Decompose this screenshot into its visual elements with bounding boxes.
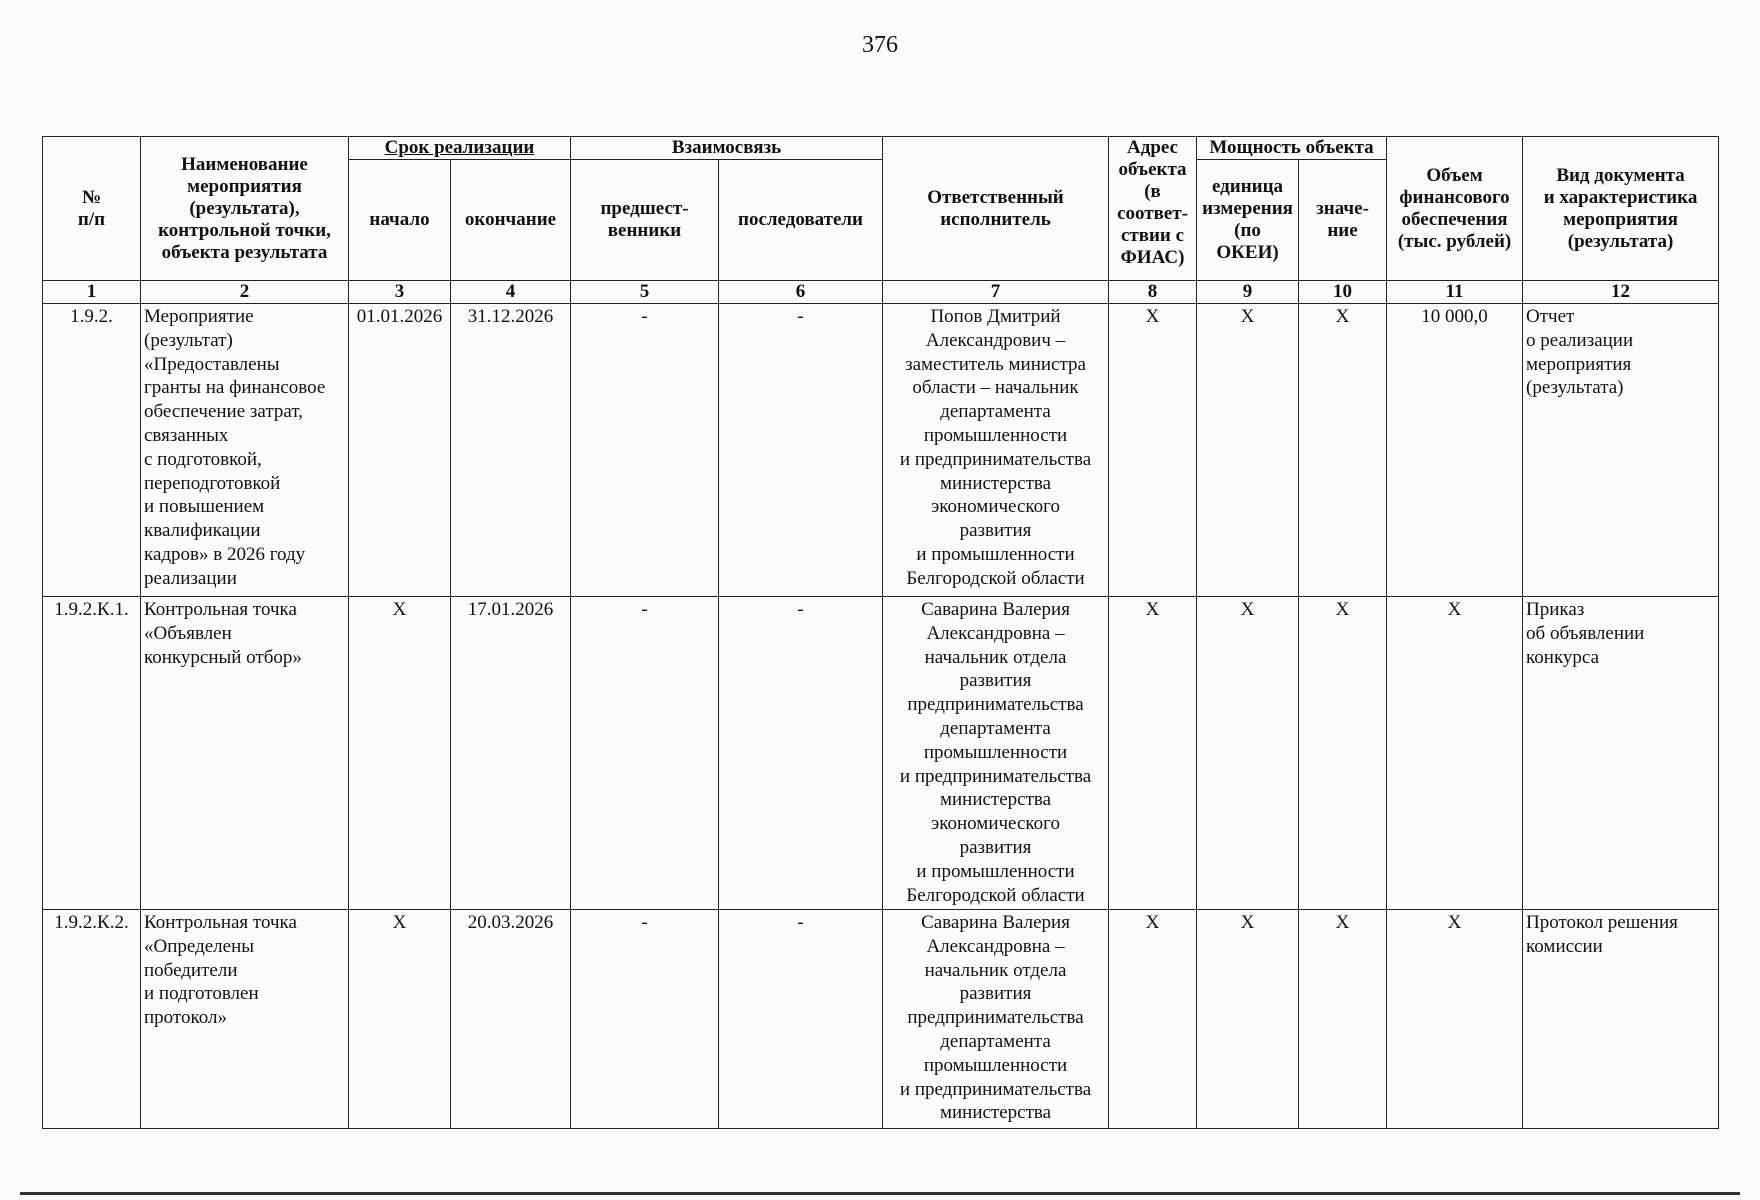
row-executor: Саварина Валерия Александровна – начальник отдела развития предпринимательства департамента промышленности и предпринимательства министерства экономического развития и промышленности Белгородской области	[883, 597, 1109, 910]
column-number: 2	[141, 281, 349, 304]
header-address: Адрес объекта (в соответ- ствии с ФИАС)	[1109, 137, 1197, 281]
column-number: 10	[1299, 281, 1387, 304]
row-address: X	[1109, 910, 1197, 1129]
plan-table	[42, 136, 1719, 1129]
row-name: Контрольная точка «Определены победители и подготовлен протокол»	[141, 910, 349, 1129]
column-number: 1	[43, 281, 141, 304]
table-row	[43, 304, 1719, 597]
header-term-group: Срок реализации	[349, 137, 571, 160]
row-num: 1.9.2.К.1.	[43, 597, 141, 910]
row-funding: X	[1387, 597, 1523, 910]
row-successors: -	[719, 910, 883, 1129]
row-value: X	[1299, 304, 1387, 597]
row-predecessors: -	[571, 910, 719, 1129]
header-executor: Ответственный исполнитель	[883, 137, 1109, 281]
column-number-row	[43, 281, 1719, 304]
header-predecessors: предшест- венники	[571, 160, 719, 281]
column-number: 8	[1109, 281, 1197, 304]
header-unit: единица измерения (по ОКЕИ)	[1197, 160, 1299, 281]
column-number: 12	[1523, 281, 1719, 304]
row-start: X	[349, 597, 451, 910]
header-start: начало	[349, 160, 451, 281]
header-relation-group: Взаимосвязь	[571, 137, 883, 160]
column-number: 4	[451, 281, 571, 304]
header-doc-type: Вид документа и характеристика мероприятия (результата)	[1523, 137, 1719, 281]
row-executor: Саварина Валерия Александровна – начальник отдела развития предпринимательства департамента промышленности и предпринимательства министерства	[883, 910, 1109, 1129]
row-value: X	[1299, 910, 1387, 1129]
row-executor: Попов Дмитрий Александрович – заместитель министра области – начальник департамента промышленности и предпринимательства министерства экономического развития и промышленности Белгородской области	[883, 304, 1109, 597]
row-unit: X	[1197, 597, 1299, 910]
row-num: 1.9.2.	[43, 304, 141, 597]
row-start: X	[349, 910, 451, 1129]
header-name: Наименование мероприятия (результата), контрольной точки, объекта результата	[141, 137, 349, 281]
row-doc-type: Отчет о реализации мероприятия (результата)	[1523, 304, 1719, 597]
row-start: 01.01.2026	[349, 304, 451, 597]
row-unit: X	[1197, 304, 1299, 597]
table-row	[43, 910, 1719, 1129]
column-number: 7	[883, 281, 1109, 304]
row-unit: X	[1197, 910, 1299, 1129]
table-row	[43, 597, 1719, 910]
row-address: X	[1109, 304, 1197, 597]
row-address: X	[1109, 597, 1197, 910]
row-doc-type: Протокол решения комиссии	[1523, 910, 1719, 1129]
row-doc-type: Приказ об объявлении конкурса	[1523, 597, 1719, 910]
row-num: 1.9.2.К.2.	[43, 910, 141, 1129]
row-end: 20.03.2026	[451, 910, 571, 1129]
page-number: 376	[862, 32, 898, 58]
column-number: 3	[349, 281, 451, 304]
header-funding: Объем финансового обеспечения (тыс. рублей)	[1387, 137, 1523, 281]
row-value: X	[1299, 597, 1387, 910]
header-num: № п/п	[43, 137, 141, 281]
column-number: 9	[1197, 281, 1299, 304]
row-successors: -	[719, 304, 883, 597]
row-end: 17.01.2026	[451, 597, 571, 910]
row-name: Контрольная точка «Объявлен конкурсный отбор»	[141, 597, 349, 910]
column-number: 5	[571, 281, 719, 304]
header-end: окончание	[451, 160, 571, 281]
row-successors: -	[719, 597, 883, 910]
row-funding: 10 000,0	[1387, 304, 1523, 597]
header-row-group	[43, 137, 1719, 160]
row-funding: X	[1387, 910, 1523, 1129]
page-bottom-edge	[20, 1192, 1740, 1195]
header-value: значе- ние	[1299, 160, 1387, 281]
header-successors: последователи	[719, 160, 883, 281]
row-predecessors: -	[571, 597, 719, 910]
row-name: Мероприятие (результат) «Предоставлены гранты на финансовое обеспечение затрат, связанных с подготовкой, переподготовкой и повышением квалификации кадров» в 2026 году реализации	[141, 304, 349, 597]
column-number: 11	[1387, 281, 1523, 304]
header-capacity-group: Мощность объекта	[1197, 137, 1387, 160]
column-number: 6	[719, 281, 883, 304]
row-end: 31.12.2026	[451, 304, 571, 597]
row-predecessors: -	[571, 304, 719, 597]
